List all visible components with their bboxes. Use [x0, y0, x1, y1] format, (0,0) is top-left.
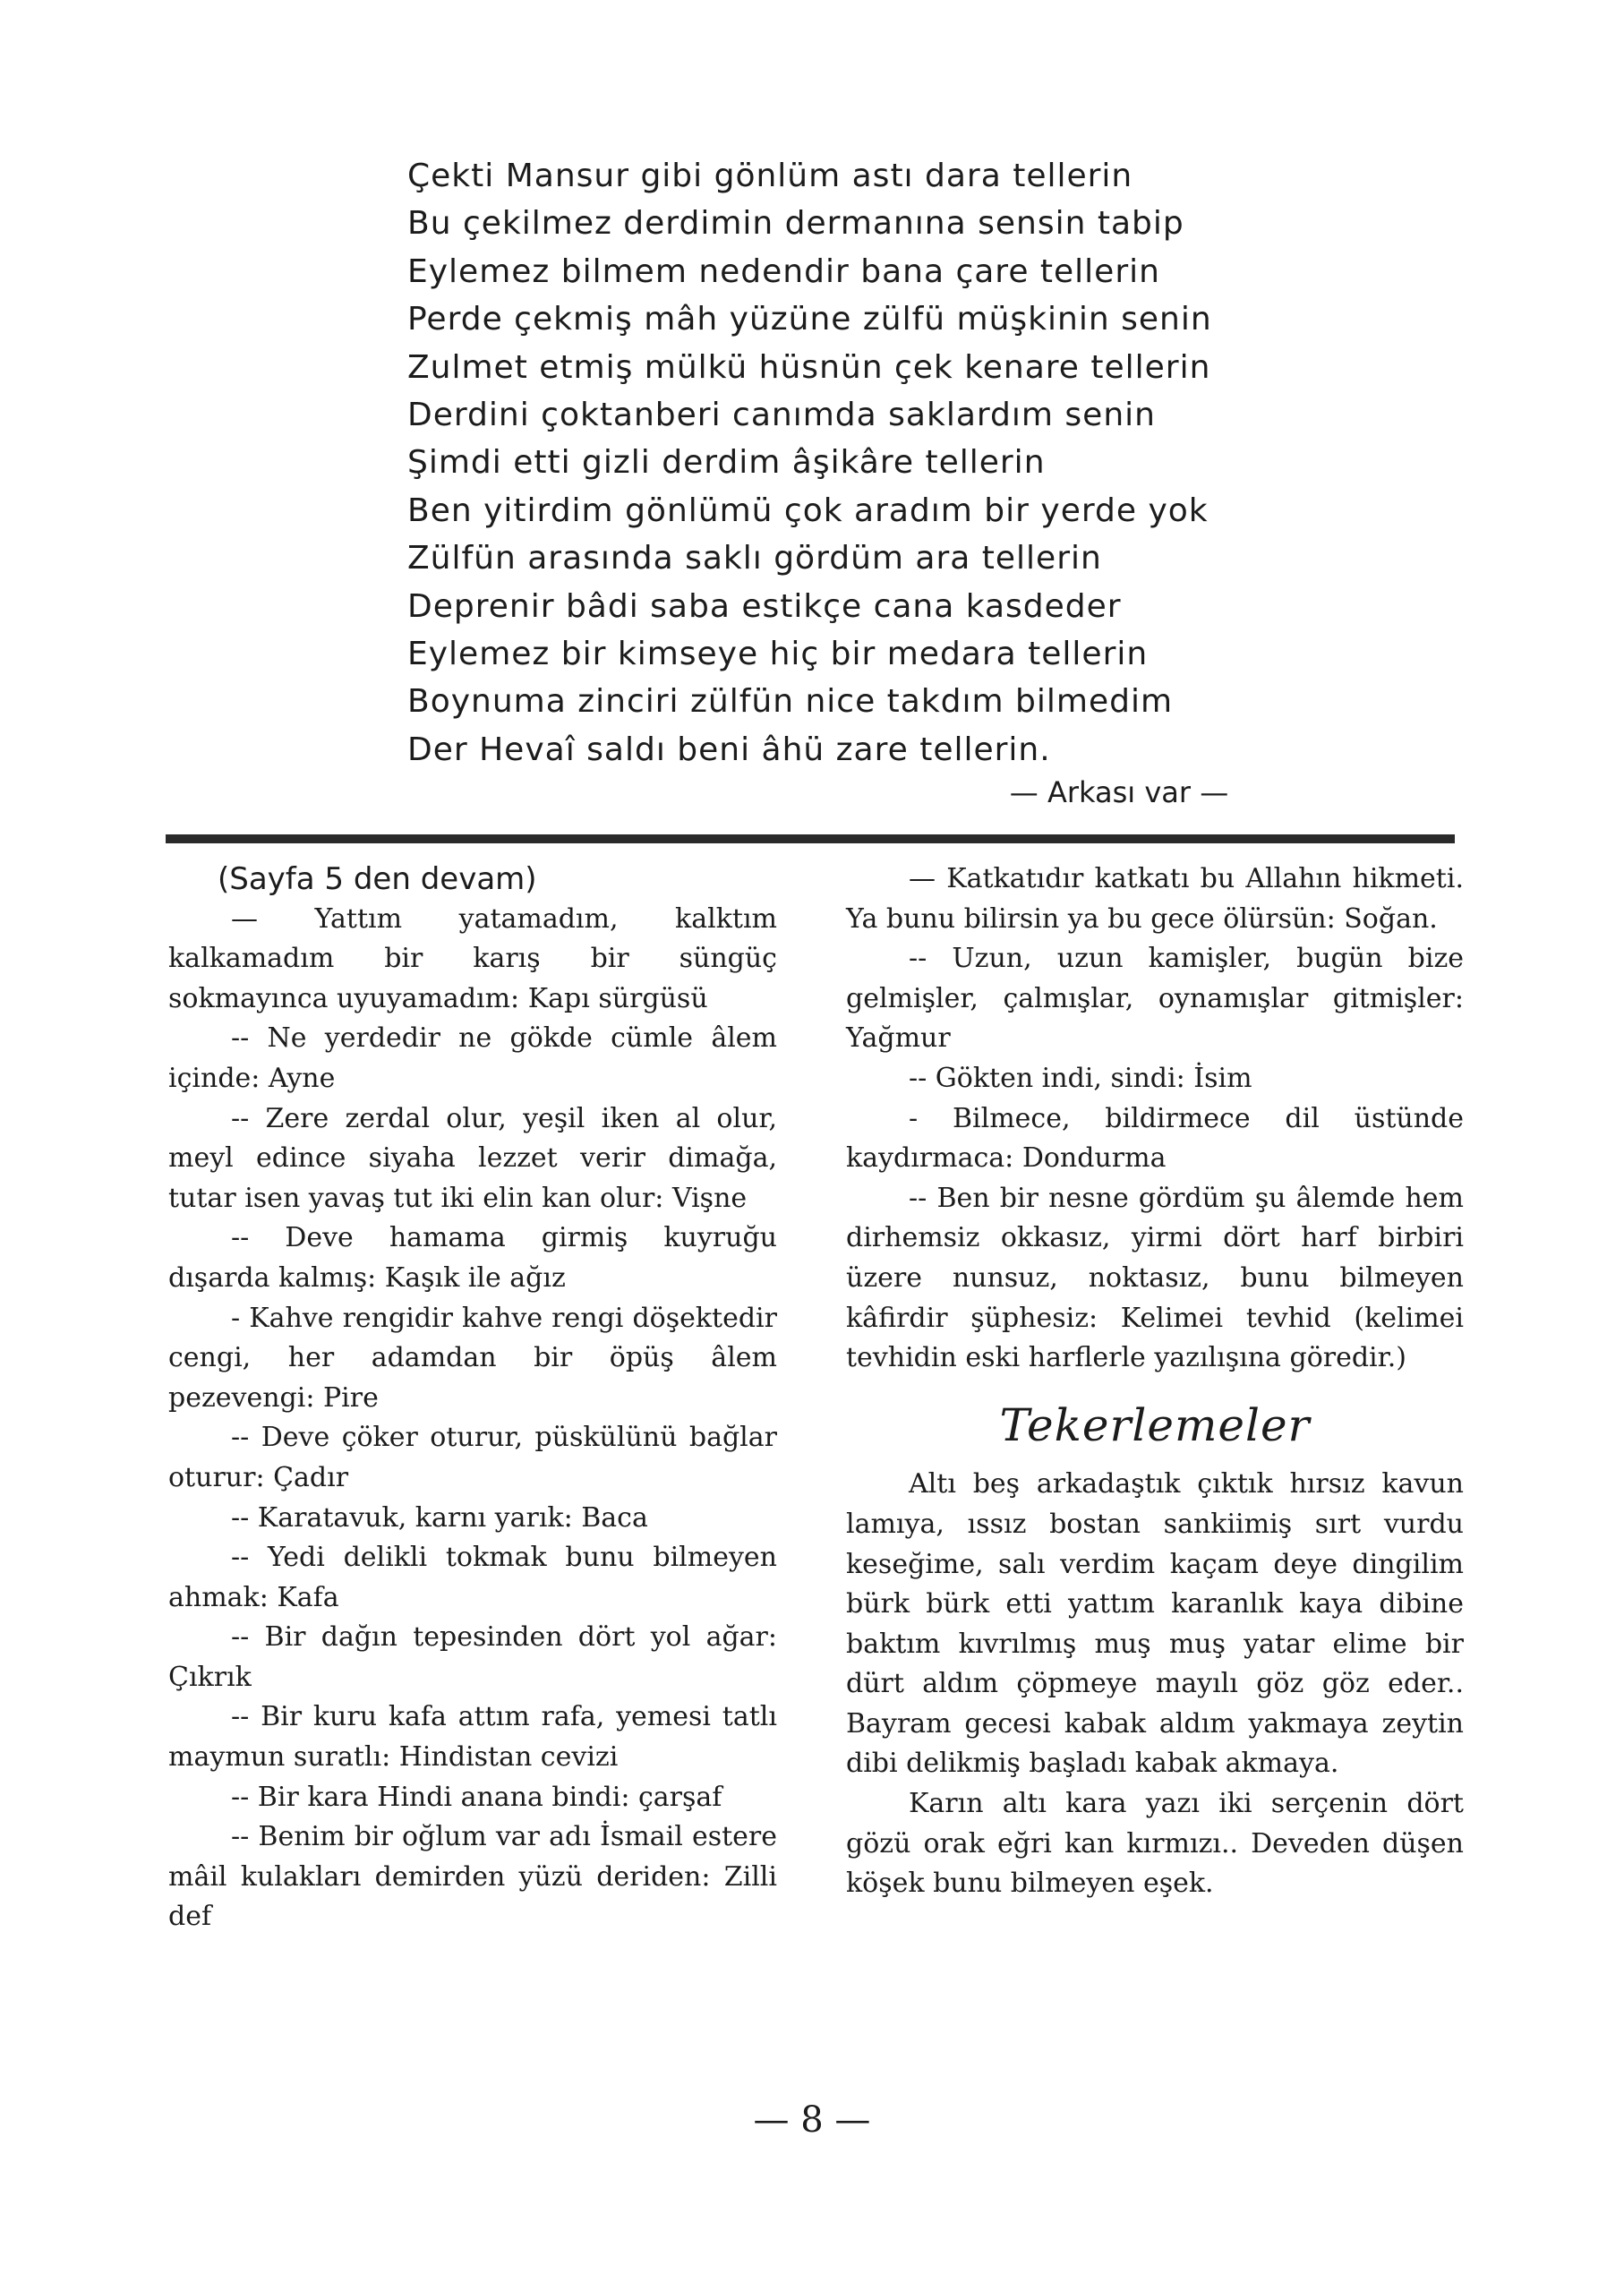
poem-line: Derdini çoktanberi canımda saklardım senin — [407, 397, 1156, 434]
riddle: — Katkatıdır katkatı bu Allahın hikmeti. Ya bunu bilirsin ya bu gece ölürsün: Soğan. — [846, 863, 1464, 935]
poem — [407, 152, 1303, 774]
continued-note: — Arkası var — — [1009, 775, 1229, 809]
riddle: -- Zere zerdal olur, yeşil iken al olur, meyl edince siyaha lezzet verir dimağa, tutar isen yavaş tut iki elin kan olur: Vişne — [168, 1102, 777, 1214]
section-title: Tekerlemeler — [999, 1398, 1311, 1451]
riddle: - Bilmece, bildirmece dil üstünde kaydırmaca: Dondurma — [846, 1102, 1464, 1175]
tekerleme-paragraph: Altı beş arkadaştık çıktık hırsız kavun lamıya, ıssız bostan sankiimiş sırt vurdu keseğime, salı verdim kaçam deye dingilim bürk bürk etti yattım karanlık kaya dibine baktım kıvrılmış muş muş yatar elime bir dürt aldım çöpmeye mayılı göz göz eder.. Bayram gecesi kabak aldım yakmaya zeytin dibi delikmiş başladı kabak akmaya. — [846, 1468, 1464, 1780]
riddle: - Kahve rengidir kahve rengi döşektedir cengi, her adamdan bir öpüş âlem pezevengi: Pire — [168, 1302, 777, 1414]
poem-line: Eylemez bilmem nedendir bana çare tellerin — [407, 252, 1160, 290]
right-column — [846, 859, 1464, 1904]
riddle: -- Bir kara Hindi anana bindi: çarşaf — [231, 1781, 722, 1813]
poem-line: Der Hevaî saldı beni âhü zare tellerin. — [407, 731, 1051, 768]
riddle: -- Uzun, uzun kamişler, bugün bize gelmişler, çalmışlar, oynamışlar gitmişler: Yağmur — [846, 943, 1464, 1055]
poem-line: Eylemez bir kimseye hiç bir medara tellerin — [407, 636, 1149, 673]
riddle: -- Ne yerdedir ne gökde cümle âlem içinde: Ayne — [168, 1022, 777, 1094]
page-number: — 8 — — [753, 2099, 871, 2141]
riddle: -- Benim bir oğlum var adı İsmail estere mâil kulakları demirden yüzü deriden: Zilli def — [168, 1821, 777, 1933]
poem-line: Zulmet etmiş mülkü hüsnün çek kenare tellerin — [407, 348, 1211, 386]
tekerleme-paragraph: Karın altı kara yazı iki serçenin dört gözü orak eğri kan kırmızı.. Deveden düşen köşek bunu bilmeyen eşek. — [846, 1788, 1464, 1900]
poem-line: Bu çekilmez derdimin dermanına sensin tabip — [407, 205, 1184, 243]
poem-line: Perde çekmiş mâh yüzüne zülfü müşkinin senin — [407, 301, 1212, 338]
poem-line: Boynuma zinciri zülfün nice takdım bilmedim — [407, 683, 1174, 721]
riddle: -- Bir dağın tepesinden dört yol ağar: Çıkrık — [168, 1621, 777, 1693]
riddle: -- Deve çöker oturur, püskülünü bağlar oturur: Çadır — [168, 1422, 777, 1493]
riddle: -- Gökten indi, sindi: İsim — [909, 1062, 1252, 1094]
poem-line: Ben yitirdim gönlümü çok aradım bir yerde yok — [407, 492, 1209, 529]
riddle: -- Ben bir nesne gördüm şu âlemde hem dirhemsiz okkasız, yirmi dört harf birbiri üzere nunsuz, noktasız, bunu bilmeyen kâfirdir şüphesiz: Kelimei tevhid (kelimei tevhidin eski harflerle yazılışına göredir.) — [846, 1182, 1464, 1374]
riddle: -- Yedi delikli tokmak bunu bilmeyen ahmak: Kafa — [168, 1542, 777, 1613]
section-divider — [166, 834, 1455, 843]
poem-line: Şimdi etti gizli derdim âşikâre tellerin — [407, 444, 1046, 482]
poem-line: Deprenir bâdi saba estikçe cana kasdeder — [407, 587, 1122, 625]
riddle: -- Deve hamama girmiş kuyruğu dışarda kalmış: Kaşık ile ağız — [168, 1222, 777, 1294]
riddle: -- Bir kuru kafa attım rafa, yemesi tatlı maymun suratlı: Hindistan cevizi — [168, 1701, 777, 1774]
riddle: -- Karatavuk, karnı yarık: Baca — [231, 1501, 648, 1534]
poem-line: Zülfün arasında saklı gördüm ara tellerin — [407, 540, 1102, 577]
continuation-heading: (Sayfa 5 den devam) — [218, 861, 537, 897]
riddle: — Yattım yatamadım, kalktım kalkamadım bir karış bir süngüç sokmayınca uyuyamadım: Kapı sürgüsü — [168, 902, 777, 1014]
left-column — [168, 859, 777, 1937]
poem-line: Çekti Mansur gibi gönlüm astı dara tellerin — [407, 158, 1133, 194]
